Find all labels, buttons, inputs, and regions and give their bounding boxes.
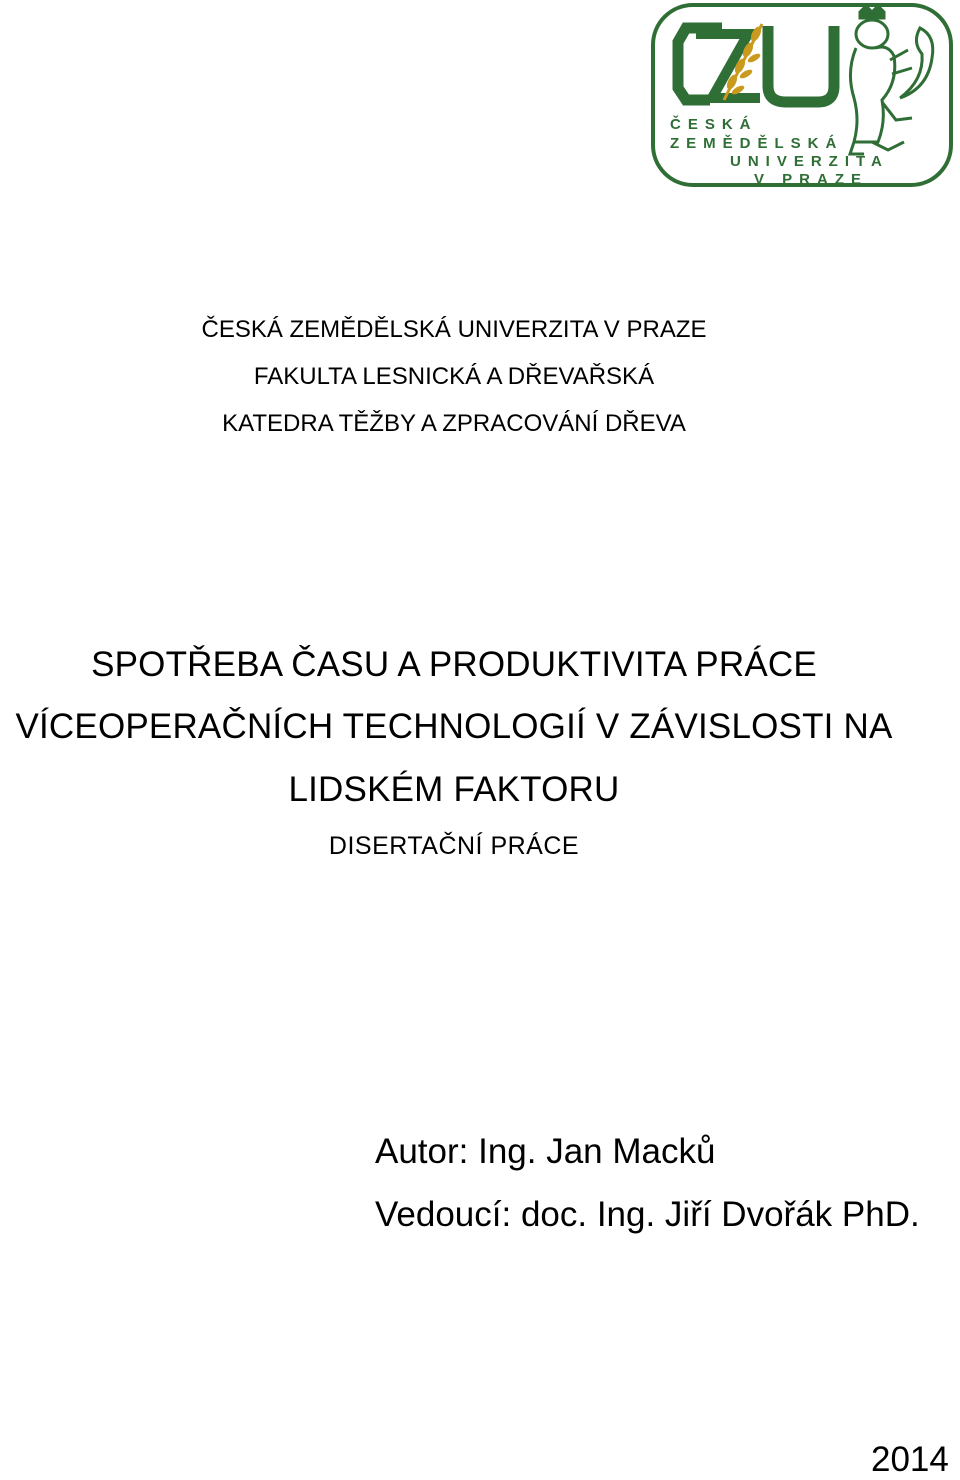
thesis-title-line-2: VÍCEOPERAČNÍCH TECHNOLOGIÍ V ZÁVISLOSTI NA	[15, 707, 893, 746]
thesis-type: DISERTAČNÍ PRÁCE	[328, 832, 580, 860]
university-logo	[650, 2, 954, 188]
university-name: ČESKÁ ZEMĚDĚLSKÁ UNIVERZITA V PRAZE	[201, 316, 707, 343]
supervisor-line: Vedoucí: doc. Ing. Jiří Dvořák PhD.	[375, 1195, 920, 1234]
author-line: Autor: Ing. Jan Macků	[375, 1132, 716, 1171]
thesis-title-line-3: LIDSKÉM FAKTORU	[288, 770, 620, 809]
logo-caption-line-1: ČESKÁ	[670, 116, 758, 133]
logo-caption-line-4: V PRAZE	[754, 171, 869, 188]
publication-year: 2014	[871, 1440, 949, 1479]
department-name: KATEDRA TĚŽBY A ZPRACOVÁNÍ DŘEVA	[222, 410, 686, 437]
thesis-title-line-1: SPOTŘEBA ČASU A PRODUKTIVITA PRÁCE	[91, 645, 817, 684]
faculty-name: FAKULTA LESNICKÁ A DŘEVAŘSKÁ	[253, 363, 655, 390]
logo-caption-line-2: ZEMĚDĚLSKÁ	[670, 135, 844, 152]
logo-caption-line-3: UNIVERZITA	[730, 153, 889, 170]
